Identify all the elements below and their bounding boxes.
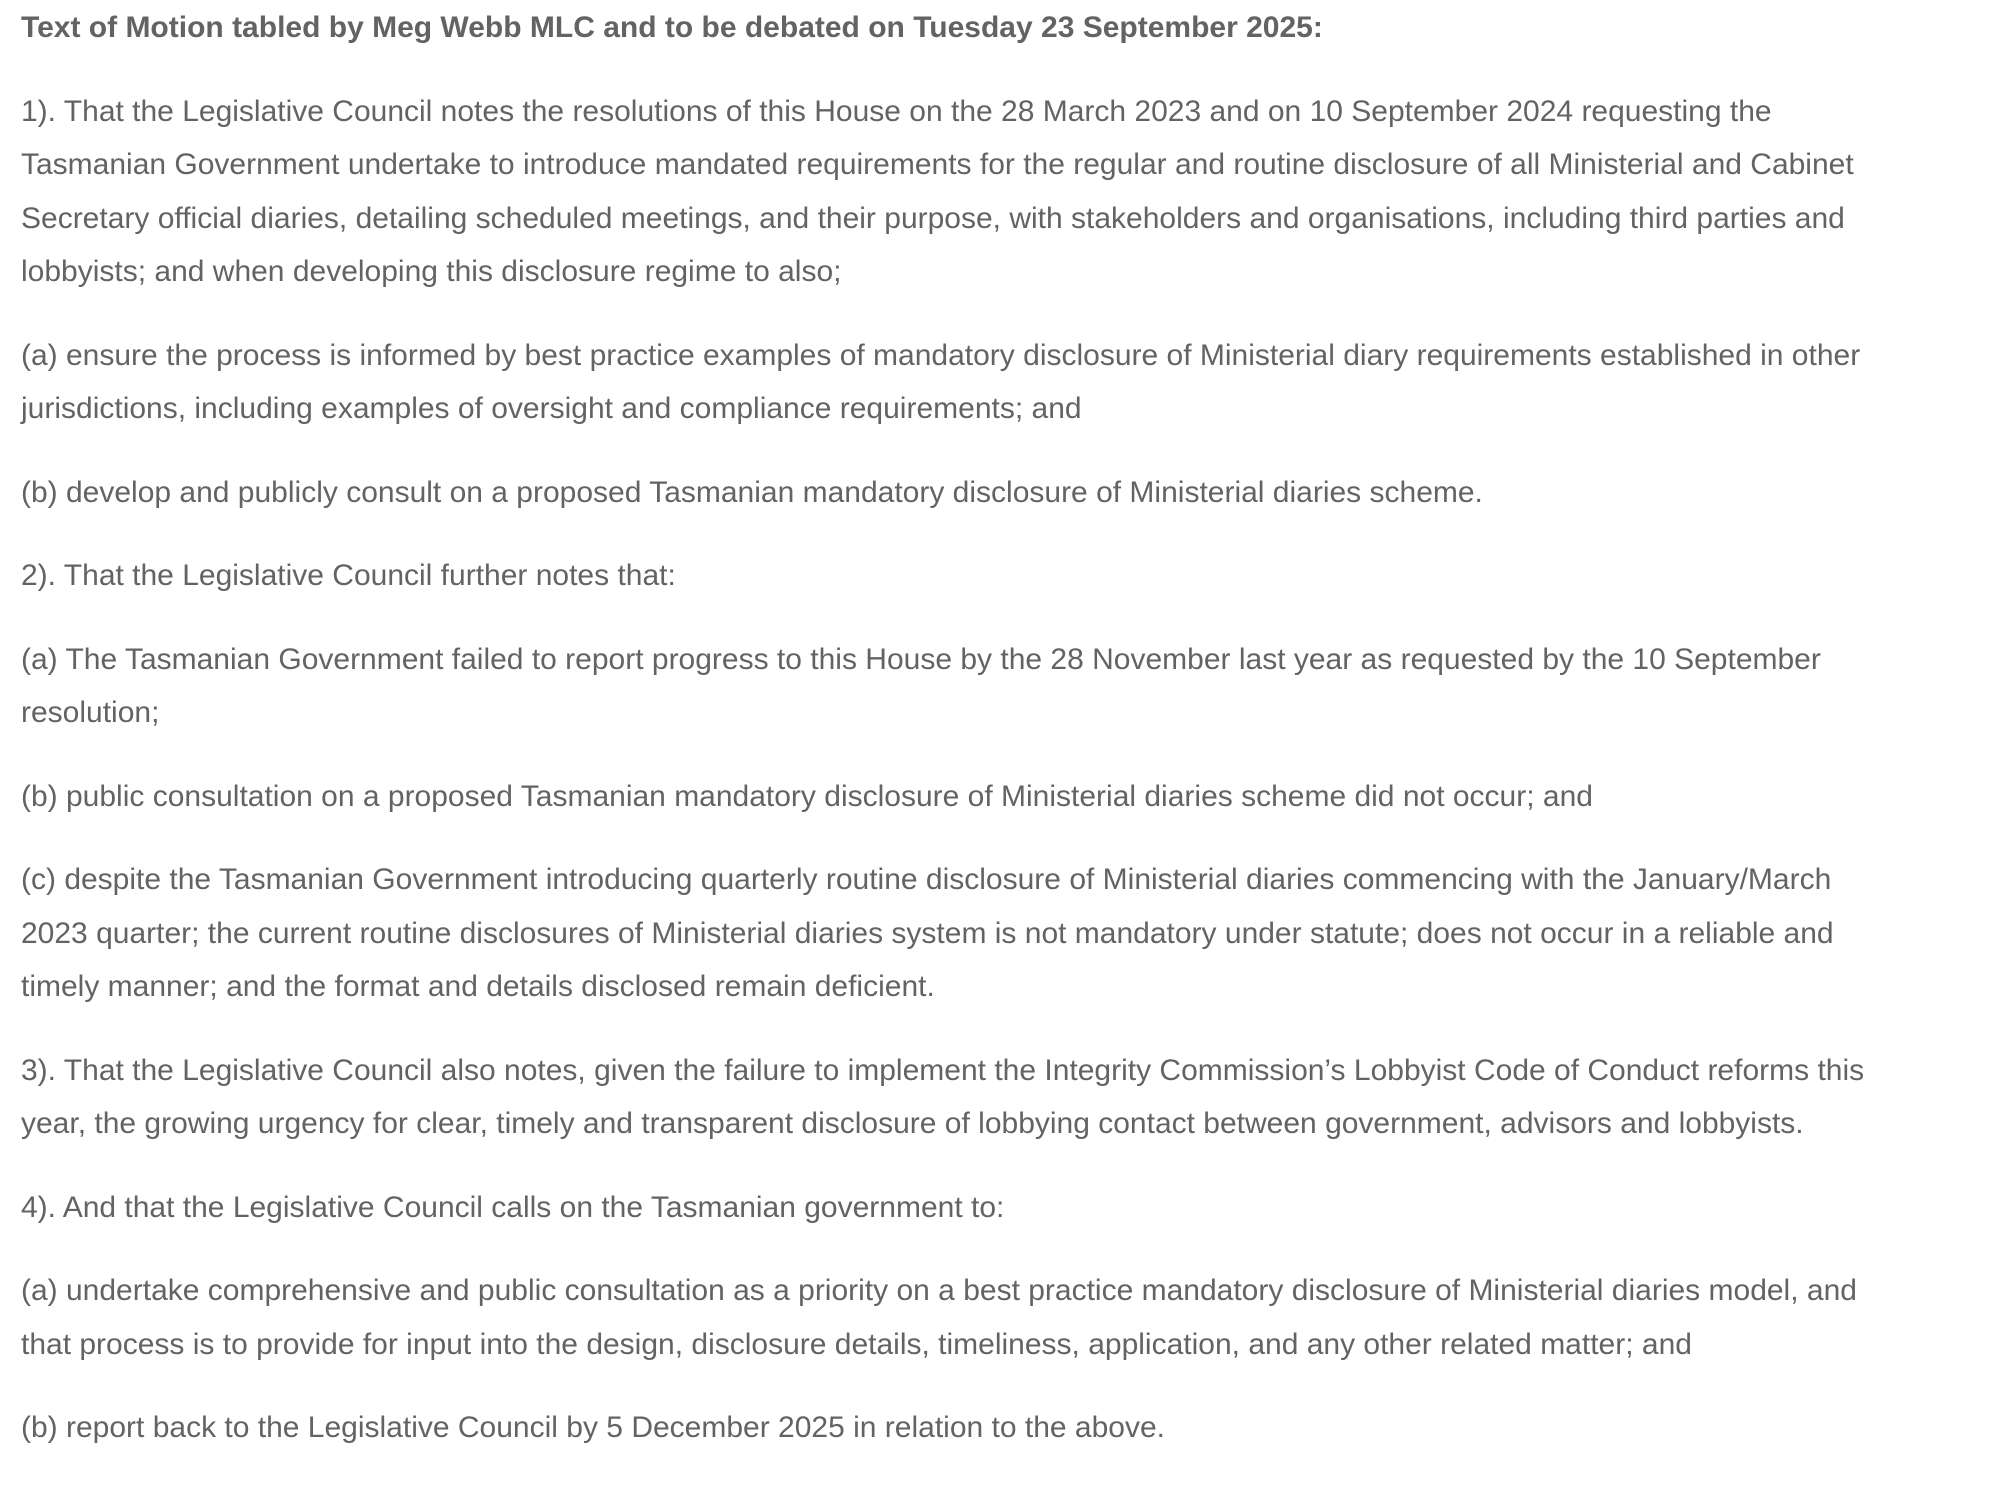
paragraph-4b [21,1401,1981,1455]
paragraph-line: (b) report back to the Legislative Council by 5 December 2025 in relation to the above. [21,1411,1165,1444]
paragraph-1 [21,85,1981,299]
paragraph-4a [21,1264,1981,1371]
paragraph-line: Secretary official diaries, detailing scheduled meetings, and their purpose, with stakeholders and organisations, including third parties and [21,201,1845,235]
paragraph-line: timely manner; and the format and details disclosed remain deficient. [21,970,935,1003]
motion-title: Text of Motion tabled by Meg Webb MLC and to be debated on Tuesday 23 September 2025: [21,11,1323,44]
paragraph-line: (a) ensure the process is informed by best practice examples of mandatory disclosure of Ministerial diary requirements established in other [21,338,1861,372]
paragraph-line: 4). And that the Legislative Council calls on the Tasmanian government to: [21,1190,1005,1224]
paragraph-line: (a) The Tasmanian Government failed to report progress to this House by the 28 November last year as requested by the 10 September [21,642,1821,676]
paragraph-line: 1). That the Legislative Council notes the resolutions of this House on the 28 March 2023 and on 10 September 2024 requesting the [21,94,1772,128]
paragraph-2c [21,853,1981,1014]
paragraph-line: Tasmanian Government undertake to introduce mandated requirements for the regular and routine disclosure of all Ministerial and Cabinet [21,148,1854,181]
paragraph-1b [21,466,1981,520]
paragraph-line: year, the growing urgency for clear, timely and transparent disclosure of lobbying contact between government, advisors and lobbyists. [21,1107,1804,1140]
paragraph-line: jurisdictions, including examples of oversight and compliance requirements; and [21,392,1082,425]
paragraph-line: (a) undertake comprehensive and public consultation as a priority on a best practice mandatory disclosure of Ministerial diaries model, and [21,1274,1857,1307]
paragraph-line: that process is to provide for input into the design, disclosure details, timeliness, application, and any other related matter; and [21,1327,1692,1361]
paragraph-line: 3). That the Legislative Council also notes, given the failure to implement the Integrity Commission’s Lobbyist Code of Conduct reforms this [21,1053,1865,1087]
motion-document [21,0,1981,1455]
paragraph-line: (c) despite the Tasmanian Government introducing quarterly routine disclosure of Ministerial diaries commencing with the January/March [21,863,1832,896]
paragraph-4 [21,1181,1981,1235]
paragraph-line: resolution; [21,696,160,729]
paragraph-3 [21,1044,1981,1151]
paragraph-1a [21,329,1981,436]
paragraph-2a [21,633,1981,740]
paragraph-2 [21,549,1981,603]
paragraph-line: (b) develop and publicly consult on a proposed Tasmanian mandatory disclosure of Ministerial diaries scheme. [21,475,1483,509]
paragraph-line: 2023 quarter; the current routine disclosures of Ministerial diaries system is not mandatory under statute; does not occur in a reliable and [21,916,1834,950]
paragraph-2b [21,770,1981,824]
paragraph-line: (b) public consultation on a proposed Tasmanian mandatory disclosure of Ministerial diaries scheme did not occur; and [21,779,1593,813]
paragraph-line: lobbyists; and when developing this disclosure regime to also; [21,255,842,288]
paragraph-line: 2). That the Legislative Council further notes that: [21,559,676,592]
